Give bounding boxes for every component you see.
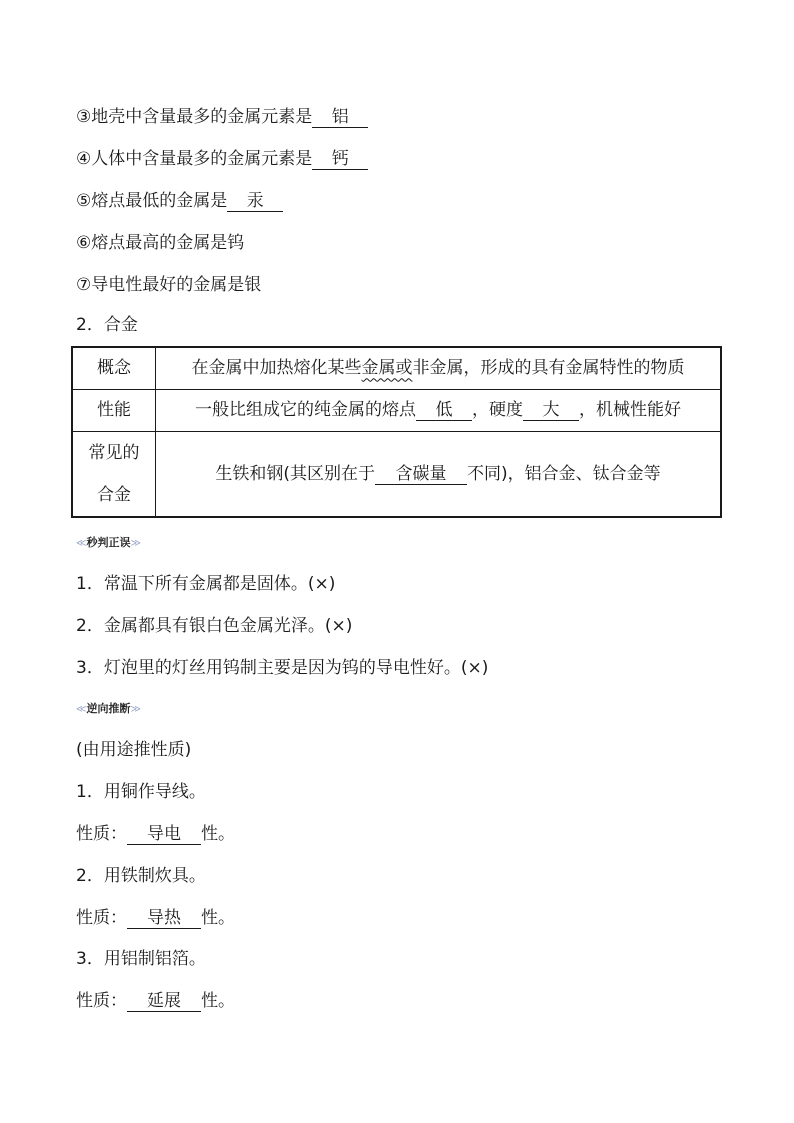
property-label: 性质： [76, 824, 127, 844]
table-label-concept: 概念 [72, 347, 156, 389]
performance-text-a: 一般比组成它的纯金属的熔点 [195, 400, 416, 420]
left-chevron-icon: ≪ [76, 538, 87, 549]
intro-item-4-text: ④人体中含量最多的金属元素是 [76, 149, 313, 169]
reverse-question-3: 3．用铝制铝箔。 [76, 949, 206, 969]
judge-item-2: 2．金属都具有银白色金属光泽。(×) [76, 616, 353, 636]
right-chevron-icon: ≫ [130, 704, 141, 715]
intro-item-5 [76, 189, 283, 213]
performance-blank-melting: 低 [416, 400, 472, 421]
property-answer-2: 导热 [127, 908, 201, 929]
property-label: 性质： [76, 908, 127, 928]
reverse-property-1 [76, 822, 235, 846]
common-alloys-label-line1: 常见的 [88, 442, 140, 463]
reverse-property-2 [76, 906, 235, 930]
reverse-section-tag [76, 702, 141, 717]
intro-item-3-answer: 铝 [312, 107, 368, 128]
intro-item-6: ⑥熔点最高的金属是钨 [76, 233, 245, 253]
table-value-concept [156, 347, 722, 389]
property-suffix: 性。 [201, 908, 235, 928]
property-suffix: 性。 [201, 991, 235, 1011]
table-value-performance [156, 389, 722, 431]
alloy-heading: 2．合金 [76, 315, 138, 335]
common-alloys-blank-carbon: 含碳量 [375, 464, 467, 485]
performance-text-c: ，机械性能好 [579, 400, 681, 420]
table-label-performance: 性能 [72, 389, 156, 431]
common-alloys-text-b: 不同)，铝合金、钛合金等 [467, 463, 661, 484]
property-suffix: 性。 [201, 824, 235, 844]
reverse-section-tag-text: 逆向推断 [86, 702, 131, 715]
judge-section-tag-text: 秒判正误 [86, 536, 131, 549]
judge-section-tag [76, 536, 141, 551]
table-row-performance [72, 389, 721, 431]
property-answer-1: 导电 [127, 824, 201, 845]
reverse-property-3 [76, 989, 235, 1013]
table-row-concept [72, 347, 721, 389]
judge-item-1: 1．常温下所有金属都是固体。(×) [76, 574, 336, 594]
intro-item-7: ⑦导电性最好的金属是银 [76, 275, 262, 295]
intro-item-4-answer: 钙 [312, 149, 368, 170]
reverse-question-2: 2．用铁制炊具。 [76, 866, 206, 886]
table-row-common-alloys [72, 431, 721, 517]
intro-item-3 [76, 105, 368, 129]
right-chevron-icon: ≫ [130, 538, 141, 549]
property-label: 性质： [76, 991, 127, 1011]
reverse-question-1: 1．用铜作导线。 [76, 782, 206, 802]
intro-item-3-text: ③地壳中含量最多的金属元素是 [76, 107, 313, 127]
alloy-table [71, 346, 722, 518]
performance-text-b: ，硬度 [472, 400, 523, 420]
concept-text-a: 在金属中加热熔化某些 [191, 358, 362, 379]
table-label-common-alloys [72, 431, 156, 517]
table-value-common-alloys [156, 431, 722, 517]
intro-item-4 [76, 147, 368, 171]
judge-item-3: 3．灯泡里的灯丝用钨制主要是因为钨的导电性好。(×) [76, 658, 489, 678]
concept-text-wavy: 金属或 [361, 358, 413, 379]
intro-item-5-text: ⑤熔点最低的金属是 [76, 191, 228, 211]
left-chevron-icon: ≪ [76, 704, 87, 715]
common-alloys-text-a: 生铁和钢(其区别在于 [215, 463, 375, 484]
concept-text-b: 非金属，形成的具有金属特性的物质 [412, 358, 685, 379]
common-alloys-label-line2: 合金 [97, 484, 131, 505]
intro-item-5-answer: 汞 [227, 191, 283, 212]
performance-blank-hardness: 大 [523, 400, 579, 421]
reverse-subtitle: (由用途推性质) [76, 740, 192, 760]
property-answer-3: 延展 [127, 991, 201, 1012]
